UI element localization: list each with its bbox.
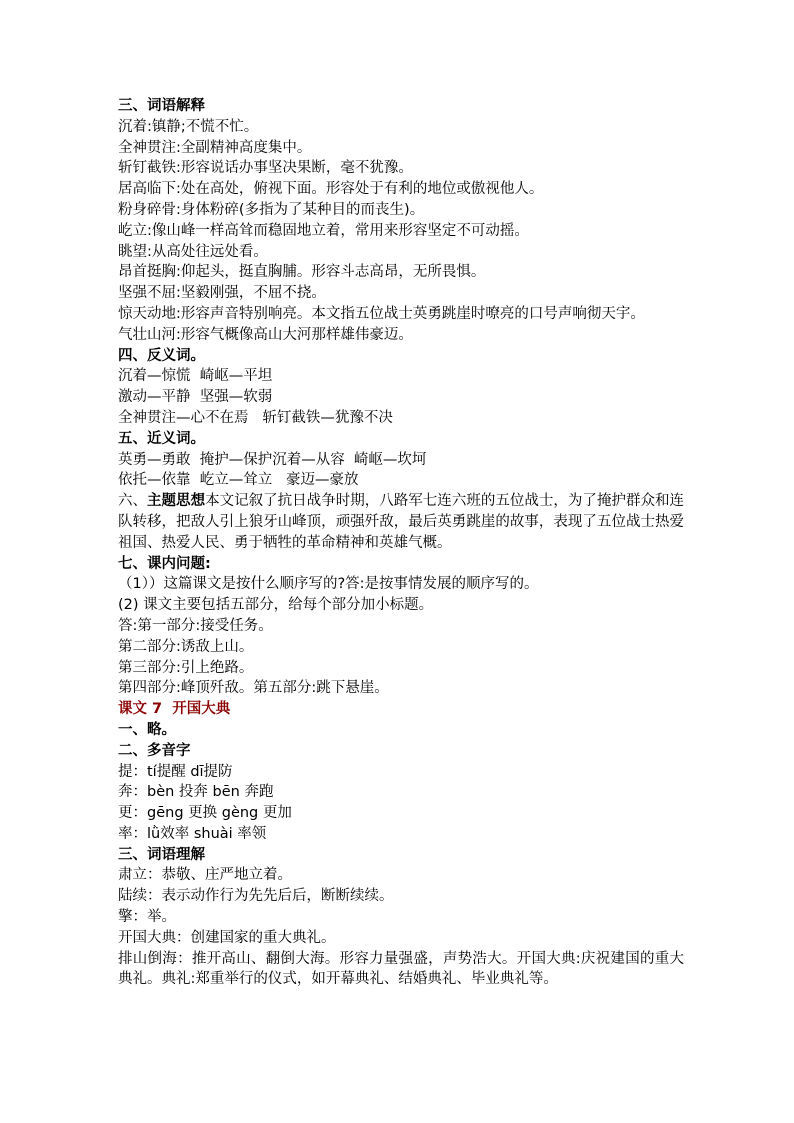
polyphone-item: 提：tí提醒 dī提防 <box>118 763 233 780</box>
vocab-item: 气壮山河:形容气概像高山大河那样雄伟豪迈。 <box>118 326 413 343</box>
section-synonyms-heading: 五、近义词。 <box>118 430 205 447</box>
word-item: 陆续：表示动作行为先先后后，断断续续。 <box>118 888 394 905</box>
antonym-item: 全神贯注—心不在焉 斩钉截铁—犹豫不决 <box>118 409 393 426</box>
question-item: (2) 课文主要包括五部分，给每个部分加小标题。 <box>118 597 434 614</box>
vocab-item: 屹立:像山峰一样高耸而稳固地立着，常用来形容坚定不可动摇。 <box>118 222 529 239</box>
section-questions-heading: 七、课内问题: <box>118 555 211 572</box>
vocab-item: 眺望:从高处往远处看。 <box>118 243 268 260</box>
vocab-item: 居高临下:处在高处，俯视下面。形容处于有利的地位或傲视他人。 <box>118 181 544 198</box>
theme-prefix: 六、 <box>118 493 148 510</box>
vocab-item: 全神贯注:全副精神高度集中。 <box>118 139 312 156</box>
answer-item: 第二部分:诱敌上山。 <box>118 638 254 655</box>
vocab-item: 斩钉截铁:形容说话办事坚决果断，毫不犹豫。 <box>118 160 413 177</box>
question-item: （1））这篇课文是按什么顺序写的?答:是按事情发展的顺序写的。 <box>118 576 539 593</box>
document-page <box>118 96 684 990</box>
word-item: 肃立：恭敬、庄严地立着。 <box>118 867 292 884</box>
polyphone-item: 更：gēng 更换 gèng 更加 <box>118 805 292 822</box>
theme-text: 本文记叙了抗日战争时期，八路军七连六班的五位战士，为了掩护群众和连队转移，把敌人引上狼牙山峰顶，顽强歼敌，最后英勇跳崖的故事，表现了五位战士热爱祖国、热爱人民、勇于牺牲的革命精神和英雄气概。 <box>118 493 685 551</box>
polyphone-item: 率：lǜ效率 shuài 率领 <box>118 825 267 842</box>
lesson-section-heading: 一、略。 <box>118 721 176 738</box>
word-item: 擎：举。 <box>118 909 176 926</box>
polyphone-heading: 二、多音字 <box>118 742 191 759</box>
word-item: 排山倒海：推开高山、翻倒大海。形容力量强盛，声势浩大。开国大典:庆祝建国的重大典礼。典礼:郑重举行的仪式，如开幕典礼、结婚典礼、毕业典礼等。 <box>118 950 684 988</box>
word-understanding-heading: 三、词语理解 <box>118 846 205 863</box>
section-antonyms-heading: 四、反义词。 <box>118 347 205 364</box>
antonym-item: 沉着—惊慌 崎岖—平坦 <box>118 368 273 385</box>
answer-item: 答:第一部分:接受任务。 <box>118 617 273 634</box>
answer-item: 第三部分:引上绝路。 <box>118 659 254 676</box>
word-item: 开国大典：创建国家的重大典礼。 <box>118 929 336 946</box>
vocab-item: 昂首挺胸:仰起头，挺直胸脯。形容斗志高昂，无所畏惧。 <box>118 264 486 281</box>
vocab-item: 惊天动地:形容声音特别响亮。本文指五位战士英勇跳崖时嘹亮的口号声响彻天宇。 <box>118 305 645 322</box>
theme-label: 主题思想 <box>147 493 206 510</box>
vocab-item: 沉着:镇静;不慌不忙。 <box>118 118 259 135</box>
section-theme <box>118 491 684 553</box>
polyphone-item: 奔：bèn 投奔 bēn 奔跑 <box>118 784 274 801</box>
answer-item: 第四部分:峰顶歼敌。第五部分:跳下悬崖。 <box>118 680 389 697</box>
vocab-item: 粉身碎骨:身体粉碎(多指为了某种目的而丧生)。 <box>118 201 425 218</box>
lesson-title: 课文 7 开国大典 <box>118 701 231 718</box>
section-vocabulary-heading: 三、词语解释 <box>118 98 205 114</box>
vocab-item: 坚强不屈:坚毅刚强，不屈不挠。 <box>118 285 326 302</box>
antonym-item: 激动—平静 坚强—软弱 <box>118 389 273 406</box>
synonym-item: 依托—依靠 屹立—耸立 豪迈—豪放 <box>118 472 359 489</box>
synonym-item: 英勇—勇敢 掩护—保护沉着—从容 崎岖—坎坷 <box>118 451 427 468</box>
